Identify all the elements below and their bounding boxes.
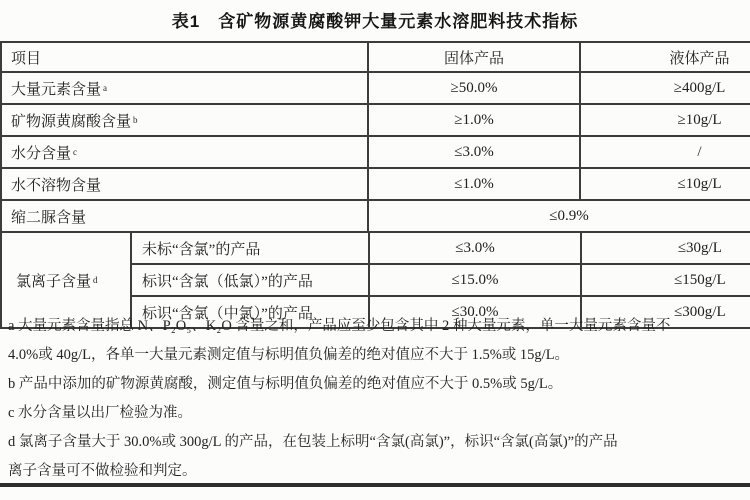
solid-value: ≥50.0%: [367, 73, 579, 103]
solid-value: ≥1.0%: [367, 105, 579, 135]
solid-value: ≤3.0%: [368, 233, 579, 263]
solid-value: ≤3.0%: [367, 137, 579, 167]
table-row-moisture: [2, 137, 750, 169]
table-row-chloride-low: [132, 265, 750, 297]
solid-value: ≤1.0%: [367, 169, 579, 199]
footnote-b: b 产品中添加的矿物源黄腐酸，测定值与标明值负偏差的绝对值应不大于 0.5%或 5g/L。: [8, 376, 563, 392]
table-header-row: [2, 43, 750, 73]
footnote-a-line2: 4.0%或 40g/L，各单一大量元素测定值与标明值负偏差的绝对值应不大于 1.5%或 15g/L。: [8, 347, 570, 363]
footnote-c: c 水分含量以出厂检验为准。: [8, 405, 193, 421]
liquid-value: ≥400g/L: [579, 73, 750, 103]
row-label-text: 水不溶物含量: [11, 177, 102, 194]
liquid-value: /: [579, 137, 750, 167]
header-item: 项目: [11, 50, 42, 67]
footnote-d-line1: d 氯离子含量大于 30.0%或 300g/L 的产品，在包装上标明“含氯(高氯)”，标识“含氯(高氯)”的产品: [8, 434, 618, 450]
header-solid-product: 固体产品: [367, 43, 579, 71]
liquid-value: ≤30g/L: [580, 233, 750, 263]
solid-value: ≤15.0%: [368, 265, 579, 295]
footnote-d-line2: 离子含量可不做检验和判定。: [8, 463, 197, 479]
subrow-label: 未标“含氯”的产品: [142, 241, 261, 258]
table-row-chloride-unlabeled: [132, 233, 750, 265]
footnote-a-line1: a 大量元素含量指总 N、P₂O₅、K₂O 含量之和，产品应至少包含其中 2 种大量元素，单一大量元素含量不: [8, 318, 671, 334]
subrow-label: 标识“含氯（中氯）”的产品: [142, 305, 313, 322]
footnote-marker-c: c: [73, 146, 78, 157]
table-row-macro-elements: [2, 73, 750, 105]
row-label: [2, 169, 367, 199]
row-label: [2, 137, 367, 167]
liquid-value: ≤150g/L: [580, 265, 750, 295]
row-label: [2, 201, 367, 231]
row-label: [2, 105, 367, 135]
footnote-marker-a: a: [103, 82, 108, 93]
table-row-biuret: [2, 201, 750, 233]
subrow-label: 标识“含氯（低氯）”的产品: [142, 273, 313, 290]
row-label-text: 水分含量: [11, 145, 72, 162]
table-bottom-rule: [0, 483, 750, 487]
row-label-text: 氯离子含量: [16, 273, 92, 290]
row-label: [2, 73, 367, 103]
table-title: 表1 含矿物源黄腐酸钾大量元素水溶肥料技术指标: [171, 12, 579, 31]
solid-value: ≤30.0%: [368, 297, 579, 327]
merged-value: ≤0.9%: [367, 201, 750, 231]
row-label-text: 缩二脲含量: [11, 209, 87, 226]
header-liquid-product: 液体产品: [579, 43, 750, 71]
footnotes-block: [0, 312, 750, 486]
fertilizer-spec-table: [0, 41, 750, 329]
footnote-marker-b: b: [133, 114, 138, 125]
row-label-text: 大量元素含量: [11, 81, 102, 98]
row-label-text: 矿物源黄腐酸含量: [11, 113, 132, 130]
table-row-fulvic-acid: [2, 105, 750, 137]
footnote-marker-d: d: [93, 274, 98, 285]
liquid-value: ≤300g/L: [580, 297, 750, 327]
liquid-value: ≤10g/L: [579, 169, 750, 199]
liquid-value: ≥10g/L: [579, 105, 750, 135]
table-row-insoluble: [2, 169, 750, 201]
